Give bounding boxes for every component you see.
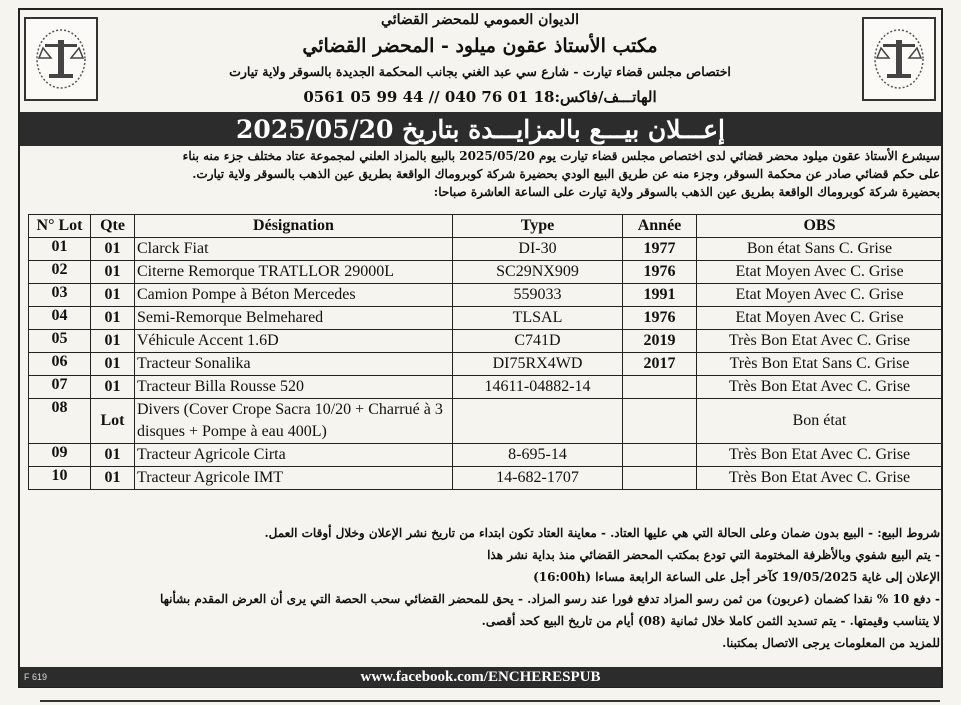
table-row: [29, 399, 943, 444]
cell-obs: Bon état Sans C. Grise: [697, 238, 943, 261]
cell-obs: Etat Moyen Avec C. Grise: [697, 307, 943, 330]
terms-line: شروط البيع: - البيع بدون ضمان وعلى الحالة التي هي عليها العتاد. - معاينة العتاد تكون ابتداء من تاريخ نشر الإعلان وخلال أوقات العمل.: [264, 526, 940, 540]
cell-lot: 03: [29, 284, 91, 307]
cell-type: 14611-04882-14: [453, 376, 623, 399]
cell-type: SC29NX909: [453, 261, 623, 284]
cell-obs: Etat Moyen Avec C. Grise: [697, 284, 943, 307]
cell-obs: Très Bon Etat Avec C. Grise: [697, 444, 943, 467]
scales-of-justice-emblem-left: [24, 17, 98, 101]
cell-designation: Tracteur Agricole IMT: [135, 467, 453, 490]
cell-designation: Citerne Remorque TRATLLOR 29000L: [135, 261, 453, 284]
column-header-qte: Qte: [91, 215, 135, 238]
cell-annee: 1976: [623, 307, 697, 330]
cell-lot: 08: [29, 399, 91, 444]
bailiff-name: مكتب الأستاذ عقون ميلود - المحضر القضائي: [302, 35, 658, 57]
cell-designation: Divers (Cover Crope Sacra 10/20 + Charrué à 3 disques + Pompe à eau 400L): [135, 399, 453, 444]
cell-annee: [623, 399, 697, 444]
terms-line: لا يتناسب وقيمتها. - يتم تسديد الثمن كاملا خلال ثمانية (08) أيام من تاريخ البيع كحد أقصى.: [481, 614, 940, 628]
cell-qte: 01: [91, 444, 135, 467]
reference-code: F 619: [24, 672, 48, 682]
lots-table: [28, 214, 943, 490]
cell-designation: Clarck Fiat: [135, 238, 453, 261]
cell-obs: Très Bon Etat Sans C. Grise: [697, 353, 943, 376]
cell-lot: 10: [29, 467, 91, 490]
column-header-type: Type: [453, 215, 623, 238]
cell-lot: 06: [29, 353, 91, 376]
cell-annee: 1991: [623, 284, 697, 307]
terms-line: الإعلان إلى غاية 19/05/2025 كآخر أجل على الساعة الرابعة مساءا (16:00h): [533, 570, 940, 584]
cell-annee: [623, 444, 697, 467]
cell-type: DI-30: [453, 238, 623, 261]
table-row: [29, 353, 943, 376]
cell-designation: Tracteur Billa Rousse 520: [135, 376, 453, 399]
cell-qte: 01: [91, 261, 135, 284]
cell-obs: Etat Moyen Avec C. Grise: [697, 261, 943, 284]
cell-type: 14-682-1707: [453, 467, 623, 490]
cell-annee: [623, 376, 697, 399]
cell-annee: 1976: [623, 261, 697, 284]
cell-lot: 07: [29, 376, 91, 399]
column-header-lot: N° Lot: [29, 215, 91, 238]
cell-type: 559033: [453, 284, 623, 307]
table-row: [29, 261, 943, 284]
table-row: [29, 330, 943, 353]
intro-line: سيشرع الأستاذ عقون ميلود محضر قضائي لدى اختصاص مجلس قضاء تيارت يوم 2025/05/20 بالبيع بالمزاد العلني لمجموعة عتاد مختلف جزء منه بناء: [182, 149, 940, 163]
cell-lot: 01: [29, 238, 91, 261]
cell-type: DI75RX4WD: [453, 353, 623, 376]
facebook-link[interactable]: www.facebook.com/ENCHERESPUB: [20, 667, 941, 687]
cell-type: 8-695-14: [453, 444, 623, 467]
table-row: [29, 284, 943, 307]
office-address: اختصاص مجلس قضاء تيارت - شارع سي عبد الغني بجانب المحكمة الجديدة بالسوقر ولاية تيارت: [229, 64, 731, 79]
cell-qte: Lot: [91, 399, 135, 444]
cell-qte: 01: [91, 353, 135, 376]
cell-lot: 05: [29, 330, 91, 353]
cell-designation: Camion Pompe à Béton Mercedes: [135, 284, 453, 307]
cell-designation: Tracteur Sonalika: [135, 353, 453, 376]
cell-type: TLSAL: [453, 307, 623, 330]
divider: [40, 700, 940, 702]
auction-banner: إعـــلان بيـــع بالمزايـــدة بتاريخ 2025/05/20: [20, 112, 941, 146]
office-phone: الهاتـــف/فاكس:18 01 76 040 // 44 99 05 0561: [303, 88, 657, 106]
cell-qte: 01: [91, 307, 135, 330]
intro-text: [22, 147, 940, 201]
cell-obs: Très Bon Etat Avec C. Grise: [697, 376, 943, 399]
cell-obs: Très Bon Etat Avec C. Grise: [697, 330, 943, 353]
table-row: [29, 307, 943, 330]
cell-designation: Semi-Remorque Belmehared: [135, 307, 453, 330]
column-header-designation: Désignation: [135, 215, 453, 238]
cell-annee: 2019: [623, 330, 697, 353]
cell-annee: 1977: [623, 238, 697, 261]
intro-line: بحضيرة شركة كوبروماك الواقعة بطريق عين الذهب بالسوقر ولاية تيارت على الساعة العاشرة صباحا:: [433, 185, 940, 199]
cell-qte: 01: [91, 238, 135, 261]
cell-qte: 01: [91, 284, 135, 307]
cell-obs: Très Bon Etat Avec C. Grise: [697, 467, 943, 490]
sale-terms: [22, 522, 940, 654]
cell-type: [453, 399, 623, 444]
terms-line: - دفع 10 % نقدا كضمان (عربون) من ثمن رسو المزاد تدفع فورا عند رسو المزاد. - يحق للمحضر القضائي سحب الحصة التي يرى أن العرض المقدم بشأنها: [159, 592, 940, 606]
table-row: [29, 467, 943, 490]
cell-qte: 01: [91, 376, 135, 399]
cell-lot: 02: [29, 261, 91, 284]
cell-designation: Tracteur Agricole Cirta: [135, 444, 453, 467]
cell-designation: Véhicule Accent 1.6D: [135, 330, 453, 353]
column-header-obs: OBS: [697, 215, 943, 238]
scales-of-justice-emblem-right: [862, 17, 936, 101]
cell-obs: Bon état: [697, 399, 943, 444]
terms-line: للمزيد من المعلومات يرجى الاتصال بمكتبنا.: [722, 636, 940, 650]
table-header-row: [29, 215, 943, 238]
column-header-annee: Année: [623, 215, 697, 238]
table-row: [29, 376, 943, 399]
cell-annee: [623, 467, 697, 490]
table-row: [29, 444, 943, 467]
cell-lot: 09: [29, 444, 91, 467]
cell-type: C741D: [453, 330, 623, 353]
table-row: [29, 238, 943, 261]
office-title: الديوان العمومي للمحضر القضائي: [381, 12, 579, 28]
cell-annee: 2017: [623, 353, 697, 376]
cell-qte: 01: [91, 330, 135, 353]
terms-line: - يتم البيع شفوي وبالأظرفة المختومة التي تودع بمكتب المحضر القضائي منذ بداية نشر هذا: [487, 548, 940, 562]
cell-qte: 01: [91, 467, 135, 490]
cell-lot: 04: [29, 307, 91, 330]
intro-line: على حكم قضائي صادر عن محكمة السوقر، وجزء منه عن طريق البيع الودي بحضيرة شركة كوبروماك الواقعة بطريق عين الذهب بالسوقر ولاية تيارت.: [192, 167, 940, 181]
